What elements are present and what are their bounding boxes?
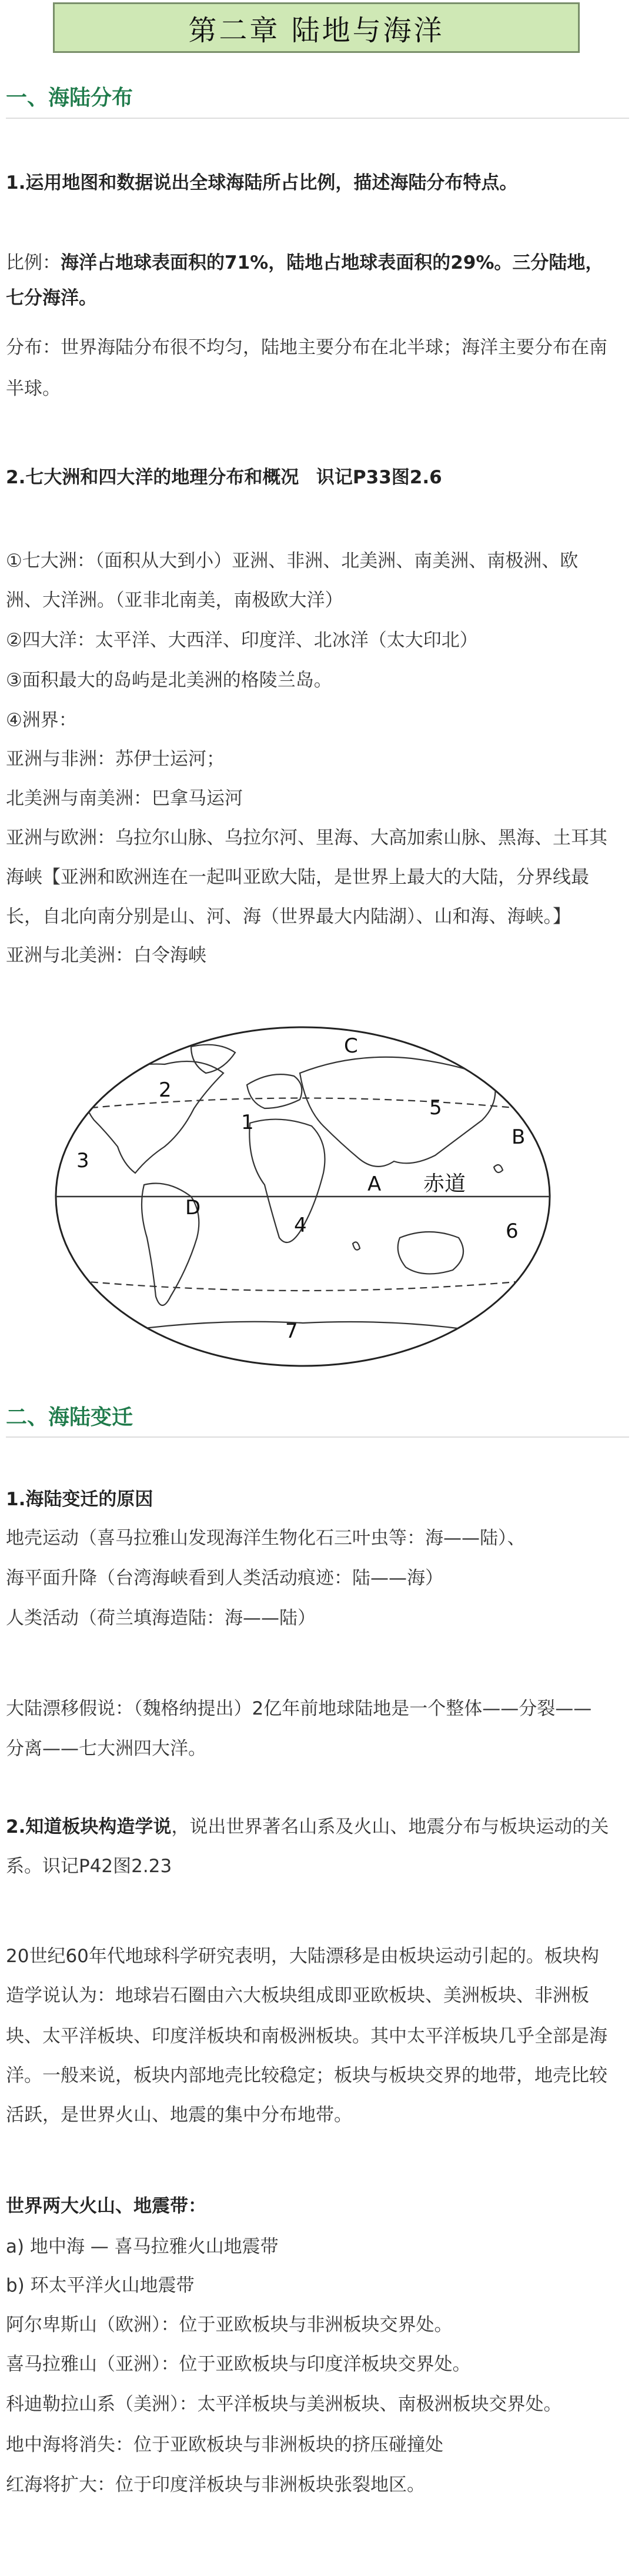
item-line: 亚洲与北美洲：白令海峡 xyxy=(6,945,206,966)
map-label-d: D xyxy=(185,1196,201,1219)
map-label-6: 6 xyxy=(506,1219,519,1243)
map-label-2: 2 xyxy=(159,1078,172,1102)
belt-line: a) 地中海 — 喜马拉雅火山地震带 xyxy=(6,2236,279,2257)
chapter-title: 第二章 陆地与海洋 xyxy=(188,14,444,47)
section2-heading: 二、海陆变迁 xyxy=(6,1405,133,1429)
divider xyxy=(6,118,629,119)
plate-line: 块、太平洋板块、印度洋板块和南极洲板块。其中太平洋板块几乎全部是海 xyxy=(6,2026,607,2047)
item-line: ③面积最大的岛屿是北美洲的格陵兰岛。 xyxy=(6,670,332,691)
item-line: ②四大洋：太平洋、大西洋、印度洋、北冰洋（太大印北） xyxy=(6,630,478,651)
map-label-4: 4 xyxy=(294,1214,307,1237)
map-label-b: B xyxy=(512,1125,526,1149)
item-line: 长，自北向南分别是山、河、海（世界最大内陆湖）、山和海、海峡。】 xyxy=(6,906,571,927)
item-line: ④洲界： xyxy=(6,710,77,731)
drift-line: 大陆漂移假说：（魏格纳提出）2亿年前地球陆地是一个整体——分裂—— xyxy=(6,1698,592,1719)
divider xyxy=(6,1436,629,1438)
item-line: 洲、大洋洲。（亚非北南美，南极欧大洋） xyxy=(6,590,343,611)
belt-line: 地中海将消失：位于亚欧板块与非洲板块的挤压碰撞处 xyxy=(6,2434,443,2455)
belt-line: 阿尔卑斯山（欧洲）：位于亚欧板块与非洲板块交界处。 xyxy=(6,2314,453,2336)
map-label-1: 1 xyxy=(241,1111,254,1134)
q1-line: 1.运用地图和数据说出全球海陆所占比例，描述海陆分布特点。 xyxy=(6,172,518,193)
s2-q1-line: 1.海陆变迁的原因 xyxy=(6,1489,153,1510)
ratio-line-1: 比例：海洋占地球表面积的71%，陆地占地球表面积的29%。三分陆地， xyxy=(6,252,604,273)
item-line: 亚洲与非洲：苏伊士运河； xyxy=(6,749,225,770)
cause-line: 人类活动（荷兰填海造陆：海——陆） xyxy=(6,1608,316,1629)
cause-line: 海平面升降（台湾海峡看到人类活动痕迹：陆——海） xyxy=(6,1568,443,1589)
s2-q2-line-2: 系。识记P42图2.23 xyxy=(6,1856,172,1877)
belt-line: 红海将扩大：位于印度洋板块与非洲板块张裂地区。 xyxy=(6,2474,425,2495)
belts-title-line: 世界两大火山、地震带： xyxy=(6,2196,206,2217)
cause-line: 地壳运动（喜马拉雅山发现海洋生物化石三叶虫等：海——陆）、 xyxy=(6,1528,526,1549)
map-label-c: C xyxy=(344,1034,358,1058)
map-label-a: A xyxy=(367,1172,382,1196)
belt-line: 喜马拉雅山（亚洲）：位于亚欧板块与印度洋板块交界处。 xyxy=(6,2354,471,2375)
dist-line-1: 分布：世界海陆分布很不均匀，陆地主要分布在北半球；海洋主要分布在南 xyxy=(6,337,607,358)
drift-line: 分离——七大洲四大洋。 xyxy=(6,1738,206,1759)
map-label-7: 7 xyxy=(285,1319,298,1343)
plate-line: 20世纪60年代地球科学研究表明，大陆漂移是由板块运动引起的。板块构 xyxy=(6,1946,599,1967)
section1-heading: 一、海陆分布 xyxy=(6,86,133,110)
s2-q2-line-1: 2.知道板块构造学说，说出世界著名山系及火山、地震分布与板块运动的关 xyxy=(6,1816,609,1837)
item-line: 海峡【亚洲和欧洲连在一起叫亚欧大陆，是世界上最大的大陆，分界线最 xyxy=(6,867,589,888)
map-label-equator: 赤道 xyxy=(423,1172,466,1196)
belt-line: 科迪勒拉山系（美洲）：太平洋板块与美洲板块、南极洲板块交界处。 xyxy=(6,2394,562,2415)
map-label-5: 5 xyxy=(429,1096,442,1120)
dist-line-2: 半球。 xyxy=(6,378,61,399)
q2-line: 2.七大洲和四大洋的地理分布和概况 识记P33图2.6 xyxy=(6,467,442,488)
map-label-3: 3 xyxy=(76,1149,89,1172)
ratio-line-2: 七分海洋。 xyxy=(6,288,97,309)
plate-line: 活跃，是世界火山、地震的集中分布地带。 xyxy=(6,2104,352,2126)
item-line: ①七大洲：（面积从大到小）亚洲、非洲、北美洲、南美洲、南极洲、欧 xyxy=(6,550,579,572)
item-line: 亚洲与欧洲：乌拉尔山脉、乌拉尔河、里海、大高加索山脉、黑海、土耳其 xyxy=(6,827,607,848)
plate-line: 洋。一般来说，板块内部地壳比较稳定；板块与板块交界的地带，地壳比较 xyxy=(6,2065,607,2086)
plate-line: 造学说认为：地球岩石圈由六大板块组成即亚欧板块、美洲板块、非洲板 xyxy=(6,1985,589,2006)
belt-line: b) 环太平洋火山地震带 xyxy=(6,2275,195,2296)
world-map-drawing xyxy=(47,1020,559,1373)
world-map xyxy=(47,1020,559,1373)
item-line: 北美洲与南美洲：巴拿马运河 xyxy=(6,788,243,809)
chapter-title-banner xyxy=(53,2,580,53)
